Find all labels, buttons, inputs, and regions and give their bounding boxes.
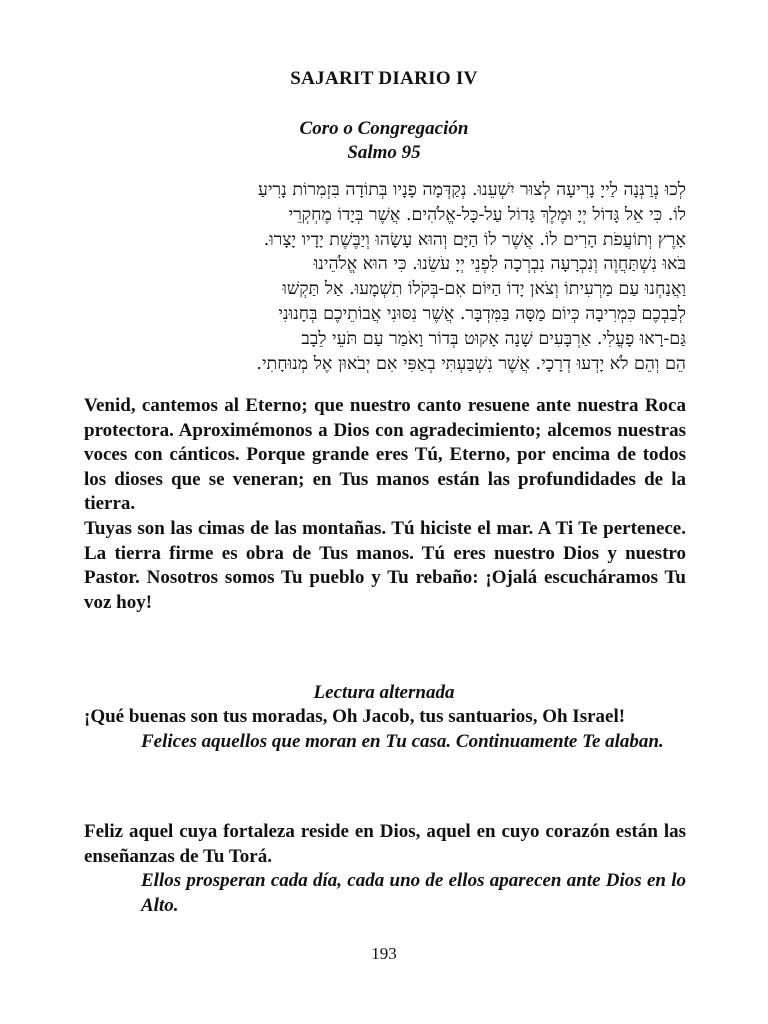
spanish-paragraph-2: Tuyas son las cimas de las montañas. Tú hiciste el mar. A Ti Te pertenece. La tierra firme es obra de Tus manos. Tú eres nuestro Dios y nuestro Pastor. Nosotros somos Tu pueblo y Tu rebaño: ¡Ojalá escucháramos Tu voz hoy! (84, 517, 686, 613)
reader-line: Feliz aquel cuya fortaleza reside en Dios, aquel en cuyo corazón están las enseñanzas de Tu Torá. (84, 821, 686, 867)
hebrew-line: אָרֶץ וְתוֹעֲפֹת הָרִים לוֹ. אֲשֶׁר לוֹ הַיָּם וְהוּא עָשָׂהוּ וְיַבֶּשֶׁת יָדָיו יָצָרוּ. (263, 229, 686, 250)
spanish-paragraph-1: Venid, cantemos al Eterno; que nuestro canto resuene ante nuestra Roca protectora. Aproximémonos a Dios con agradecimiento; alcemos nuestras voces con cánticos. Porque grande eres Tú, Eterno, por encima de todos los dioses que se veneran; en Tus manos están las profundidades de la tierra. (84, 395, 686, 515)
spanish-translation (84, 394, 686, 615)
alternate-reading-block-1 (84, 705, 686, 754)
alternate-reading-heading: Lectura alternada (313, 682, 455, 703)
alternate-reading-block-2 (84, 820, 686, 918)
response-line: Felices aquellos que moran en Tu casa. Continuamente Te alaban. (141, 730, 664, 752)
response-line: Ellos prosperan cada día, cada uno de ellos aparecen ante Dios en lo Alto. (141, 870, 686, 916)
hebrew-line: גַּם-רָאוּ פָעֳלִי. אַרְבָּעִים שָׁנָה אָקוּט בְּדוֹר וָאֹמַר עַם תֹּעֵי לֵבָב (301, 328, 686, 349)
hebrew-line: בֹּאוּ נִשְׁתַּחֲוֶה וְנִכְרָעָה נִבְרְכָה לִפְנֵי יְיָ עֹשֵׂנוּ. כִּי הוּא אֱלֹהֵינוּ (313, 254, 686, 275)
hebrew-line: לְכוּ נְרַנְּנָה לַייָ נָרִיעָה לְצוּר יִשְׁעֵנוּ. נְקַדְּמָה פָנָיו בְּתוֹדָה בִּזְמִרוֹת נָרִיעַ (258, 180, 686, 200)
page-number: 193 (371, 944, 397, 963)
hebrew-line: לוֹ. כִּי אֵל גָּדוֹל יְיָ וּמֶלֶךְ גָּדוֹל עַל-כָּל-אֱלֹהִים. אֲשֶׁר בְּיָדוֹ מֶחְקְרֵי (288, 204, 686, 225)
hebrew-line: לְבַבְכֶם כִּמְרִיבָה כְּיוֹם מַסָּה בַּמִּדְבָּר. אֲשֶׁר נִסּוּנִי אֲבוֹתֵיכֶם בְּחָנוּנִי (278, 303, 686, 324)
reader-line: ¡Qué buenas son tus moradas, Oh Jacob, tus santuarios, Oh Israel! (84, 706, 626, 727)
page-title: SAJARIT DIARIO IV (290, 68, 478, 89)
hebrew-psalm-text (102, 178, 686, 376)
subtitle-choir: Coro o Congregación (299, 118, 469, 139)
hebrew-line: וַאֲנַחְנוּ עַם מַרְעִיתוֹ וְצֹאן יָדוֹ הַיּוֹם אִם-בְּקֹלוֹ תִשְׁמָעוּ. אַל תַּקְשׁוּ (282, 279, 686, 300)
hebrew-line: הֵם וְהֵם לֹא יָדְעוּ דְרָכָי. אֲשֶׁר נִשְׁבַּעְתִּי בְאַפִּי אִם יְבֹאוּן אֶל מְנוּחָתִי. (256, 353, 686, 374)
subtitle-psalm: Salmo 95 (347, 142, 421, 163)
